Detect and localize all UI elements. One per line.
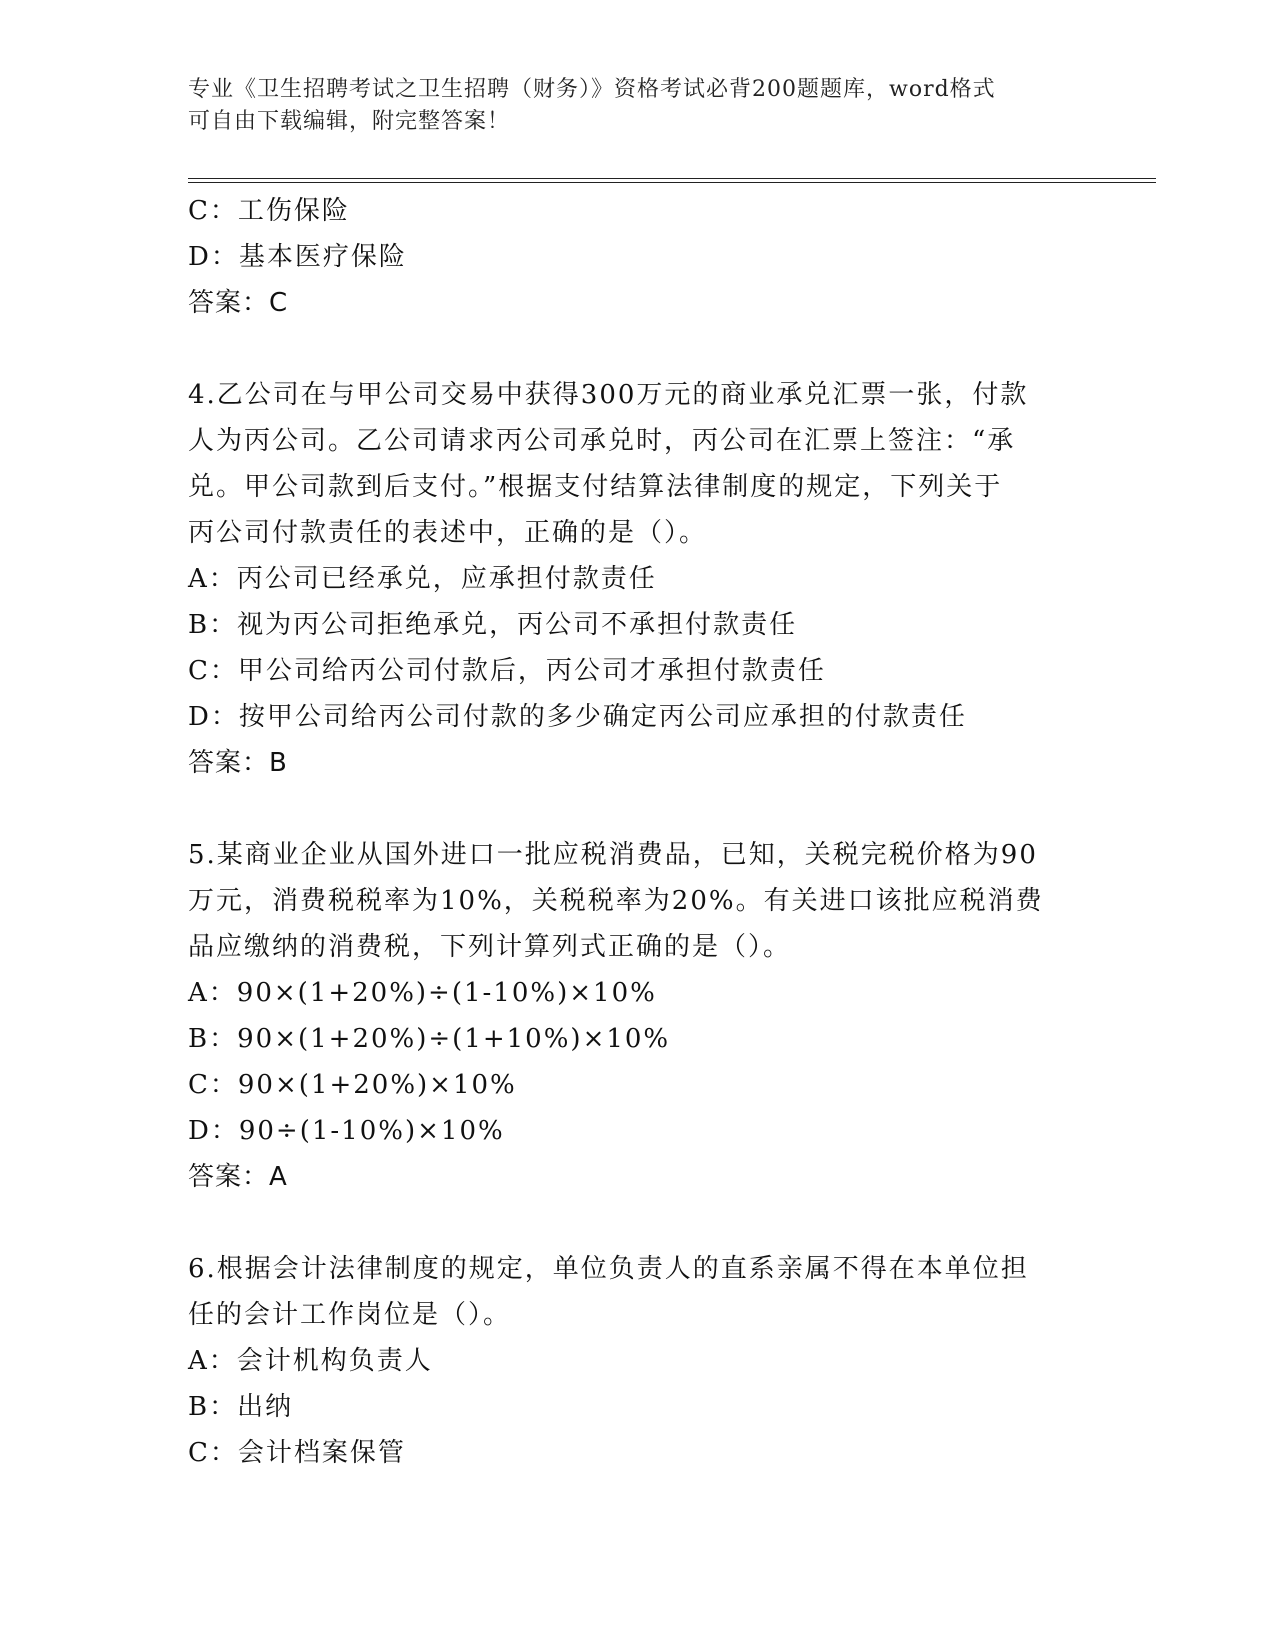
option-d: D：基本医疗保险 <box>188 242 407 272</box>
stem-line: 品应缴纳的消费税，下列计算列式正确的是（）。 <box>188 932 792 962</box>
stem-line: 任的会计工作岗位是（）。 <box>188 1300 512 1330</box>
option-d: D：90÷(1-10%)×10% <box>188 1116 505 1146</box>
question-stem <box>188 372 1068 556</box>
option-b: B：视为丙公司拒绝承兑，丙公司不承担付款责任 <box>188 610 798 640</box>
answer-line: 答案：B <box>188 748 288 778</box>
option-a: A：90×(1+20%)÷(1-10%)×10% <box>188 978 657 1008</box>
question-stem <box>188 1246 1068 1338</box>
question-6 <box>188 1246 1068 1476</box>
stem-line: 人为丙公司。乙公司请求丙公司承兑时，丙公司在汇票上签注：“承 <box>188 426 1016 456</box>
question-stem <box>188 832 1068 970</box>
document-header <box>188 74 1068 138</box>
option-a: A：会计机构负责人 <box>188 1346 433 1376</box>
header-title-line-1: 专业《卫生招聘考试之卫生招聘（财务）》资格考试必背200题题库，word格式 <box>188 77 996 102</box>
option-d: D：按甲公司给丙公司付款的多少确定丙公司应承担的付款责任 <box>188 702 967 732</box>
stem-line: 5.某商业企业从国外进口一批应税消费品，已知，关税完税价格为90 <box>188 840 1038 870</box>
question-5 <box>188 832 1068 1200</box>
header-divider-top <box>188 178 1156 179</box>
stem-line: 4.乙公司在与甲公司交易中获得300万元的商业承兑汇票一张，付款 <box>188 380 1029 410</box>
option-b: B：90×(1+20%)÷(1+10%)×10% <box>188 1024 671 1054</box>
stem-line: 兑。甲公司款到后支付。”根据支付结算法律制度的规定，下列关于 <box>188 472 1003 502</box>
question-3-continued <box>188 188 1068 326</box>
option-c: C：甲公司给丙公司付款后，丙公司才承担付款责任 <box>188 656 826 686</box>
option-c: C：工伤保险 <box>188 196 350 226</box>
answer-line: 答案：A <box>188 1162 288 1192</box>
document-body <box>188 188 1068 1476</box>
option-b: B：出纳 <box>188 1392 294 1422</box>
header-divider-bottom <box>188 182 1156 183</box>
question-4 <box>188 372 1068 786</box>
stem-line: 6.根据会计法律制度的规定，单位负责人的直系亲属不得在本单位担 <box>188 1254 1029 1284</box>
option-c: C：90×(1+20%)×10% <box>188 1070 517 1100</box>
option-a: A：丙公司已经承兑，应承担付款责任 <box>188 564 657 594</box>
stem-line: 万元，消费税税率为10%，关税税率为20%。有关进口该批应税消费 <box>188 886 1044 916</box>
option-c: C：会计档案保管 <box>188 1438 406 1468</box>
answer-line: 答案：C <box>188 288 289 318</box>
header-title-line-2: 可自由下载编辑，附完整答案！ <box>188 109 511 134</box>
stem-line: 丙公司付款责任的表述中，正确的是（）。 <box>188 518 708 548</box>
